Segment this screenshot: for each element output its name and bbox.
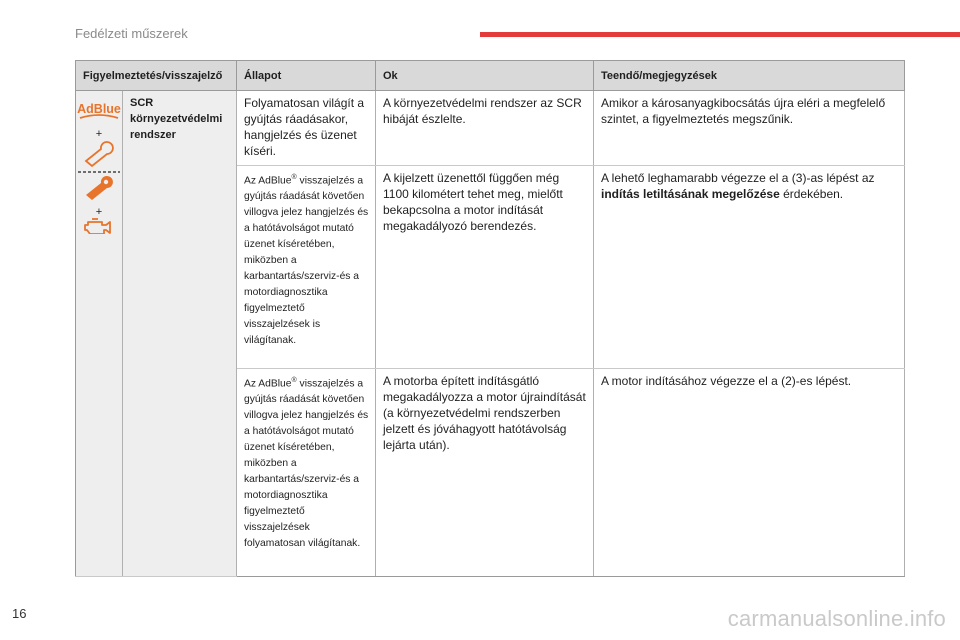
header-action: Teendő/megjegyzések xyxy=(594,61,905,91)
adblue-icon xyxy=(77,102,121,118)
state-text-post: visszajelzés a gyújtás ráadását követően villogva jelez hangjelzés és a hatótávolságot mutató üzenet kíséretében, miközben a karbantartás/szerviz-és a motordiagnosztika figyelmeztető visszajelzések folyamatosan világítanak. xyxy=(244,378,369,550)
header-accent-bar xyxy=(480,32,960,37)
action-text-bold: indítás letiltásának megelőzése xyxy=(601,187,780,201)
cause-cell: A motorba épített indításgátló megakadályozza a motor újraindítását (a környezetvédelmi rendszerben jelzett és jóváhagyott hatótávolság lejárta után). xyxy=(376,369,594,577)
indicator-icons-cell xyxy=(76,91,123,577)
header-cause: Ok xyxy=(376,61,594,91)
wrench-icon xyxy=(86,176,113,200)
action-text-post: érdekében. xyxy=(779,187,844,201)
cause-cell: A kijelzett üzenettől függően még 1100 kilométert tehet meg, mielőtt bekapcsolna a motor indítását megakadályozó berendezés. xyxy=(376,166,594,369)
warning-table xyxy=(75,60,905,577)
wrench-outline-icon xyxy=(86,142,113,166)
plus-sign-2: + xyxy=(95,206,103,218)
plus-sign: + xyxy=(95,128,103,140)
indicator-name: SCR környezetvédelmi rendszer xyxy=(130,97,223,141)
state-cell xyxy=(237,166,376,369)
adblue-label: AdBlue xyxy=(77,102,121,116)
registered-mark: ® xyxy=(291,174,297,181)
header-indicator: Figyelmeztetés/visszajelző xyxy=(76,61,237,91)
state-text-pre: Az AdBlue xyxy=(244,175,292,187)
state-text-pre: Az AdBlue xyxy=(244,378,292,390)
indicator-icons xyxy=(76,94,122,234)
page-number: 16 xyxy=(12,606,27,621)
page-header-title: Fedélzeti műszerek xyxy=(75,26,188,41)
state-cell: Folyamatosan világít a gyújtás ráadásakor, hangjelzés és üzenet kíséri. xyxy=(237,91,376,166)
action-cell: Amikor a károsanyagkibocsátás újra eléri a megfelelő szintet, a figyelmeztetés megszűnik. xyxy=(594,91,905,166)
cause-cell: A környezetvédelmi rendszer az SCR hibáját észlelte. xyxy=(376,91,594,166)
header-state: Állapot xyxy=(237,61,376,91)
engine-icon xyxy=(85,219,110,234)
indicator-name-cell xyxy=(123,91,237,577)
action-cell: A motor indításához végezze el a (2)-es lépést. xyxy=(594,369,905,577)
table-header-row xyxy=(76,61,905,91)
action-text-pre: A lehető leghamarabb végezze el a (3)-as lépést az xyxy=(601,171,875,185)
action-cell xyxy=(594,166,905,369)
table-row xyxy=(76,91,905,166)
state-text-post: visszajelzés a gyújtás ráadását követően villogva jelez hangjelzés és a hatótávolságot mutató üzenet kíséretében, miközben a karbantartás/szerviz-és a motordiagnosztika figyelmeztető visszajelzések is világítanak. xyxy=(244,175,369,347)
state-cell xyxy=(237,369,376,577)
registered-mark: ® xyxy=(291,377,297,384)
watermark: carmanualsonline.info xyxy=(727,606,946,631)
